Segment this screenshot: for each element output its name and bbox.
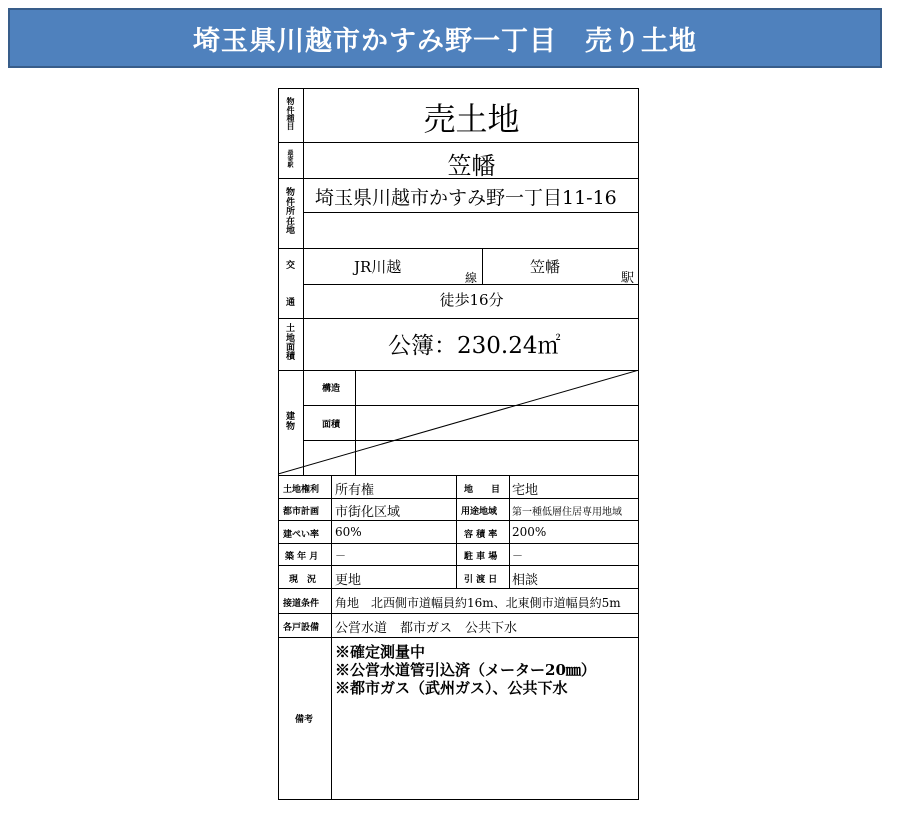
built-value: － [335, 549, 346, 562]
traffic-label-top: 交 [285, 261, 295, 271]
line-suffix: 線 [465, 271, 478, 285]
divider [278, 565, 639, 566]
delivery-value: 相談 [512, 573, 539, 588]
city-plan-label: 都市計画 [283, 507, 320, 517]
land-area-label: 土 地 面 積 [285, 324, 295, 363]
divider [278, 543, 639, 544]
parking-value: － [512, 549, 523, 562]
remarks-line: ※公営水道管引込済（メーター20㎜） [335, 661, 596, 679]
divider [278, 588, 639, 589]
traffic-label-bottom: 通 [285, 298, 295, 308]
bcr-label: 建ぺい率 [283, 530, 320, 540]
remarks-line: ※確定測量中 [335, 643, 426, 661]
station-name: 笠幡 [530, 258, 561, 276]
address-value: 埼玉県川越市かすみ野一丁目11-16 [315, 187, 617, 209]
built-label: 築 年 月 [285, 552, 319, 562]
type-value: 売土地 [423, 100, 520, 138]
utility-value: 公営水道 都市ガス 公共下水 [335, 621, 518, 636]
parking-label: 駐 車 場 [464, 552, 498, 562]
land-right-value: 所有権 [335, 483, 375, 498]
divider [278, 318, 639, 319]
divider [482, 248, 483, 284]
city-plan-value: 市街化区域 [335, 505, 401, 520]
utility-label: 各戸設備 [283, 623, 320, 633]
delivery-label: 引 渡 日 [464, 575, 498, 585]
title-banner [8, 8, 882, 68]
remarks-label: 備考 [295, 715, 314, 725]
far-value: 200% [512, 525, 547, 539]
property-sheet [278, 88, 640, 801]
structure-label: 構造 [322, 384, 341, 394]
land-category-label: 地 目 [464, 485, 501, 495]
land-right-label: 土地権利 [283, 485, 320, 495]
divider [278, 613, 639, 614]
divider [303, 212, 639, 213]
divider [278, 142, 639, 143]
status-value: 更地 [335, 573, 362, 588]
far-label: 容 積 率 [464, 530, 498, 540]
bcr-value: 60% [335, 525, 362, 539]
divider [278, 498, 639, 499]
zone-value: 第一種低層住居専用地域 [512, 507, 622, 518]
divider [278, 520, 639, 521]
divider [278, 637, 639, 638]
divider [509, 475, 510, 588]
zone-label: 用途地域 [461, 507, 498, 517]
road-label: 接道条件 [283, 599, 320, 609]
divider [456, 475, 457, 588]
remarks-line: ※都市ガス（武州ガス）、公共下水 [335, 679, 568, 697]
station-suffix: 駅 [621, 271, 635, 286]
building-area-label: 面積 [322, 420, 341, 430]
divider [331, 475, 332, 800]
road-value: 角地 北西側市道幅員約16m、北東側市道幅員約5m [335, 596, 621, 610]
divider [278, 248, 639, 249]
walk-time: 徒歩16分 [439, 291, 504, 309]
nearest-value: 笠幡 [447, 152, 496, 180]
line-name: JR川越 [354, 258, 402, 276]
land-category-value: 宅地 [512, 483, 539, 498]
page-title: 埼玉県川越市かすみ野一丁目 売り土地 [193, 25, 697, 57]
land-area-value: 公簿：230.24㎡ [388, 333, 561, 359]
status-label: 現 況 [289, 575, 317, 585]
type-label: 物 件 種 目 [286, 97, 295, 132]
nearest-label: 最 寄 駅 [287, 149, 294, 170]
divider [278, 475, 639, 476]
address-label: 物 件 所 在 地 [285, 188, 295, 237]
building-label: 建 物 [285, 412, 295, 432]
